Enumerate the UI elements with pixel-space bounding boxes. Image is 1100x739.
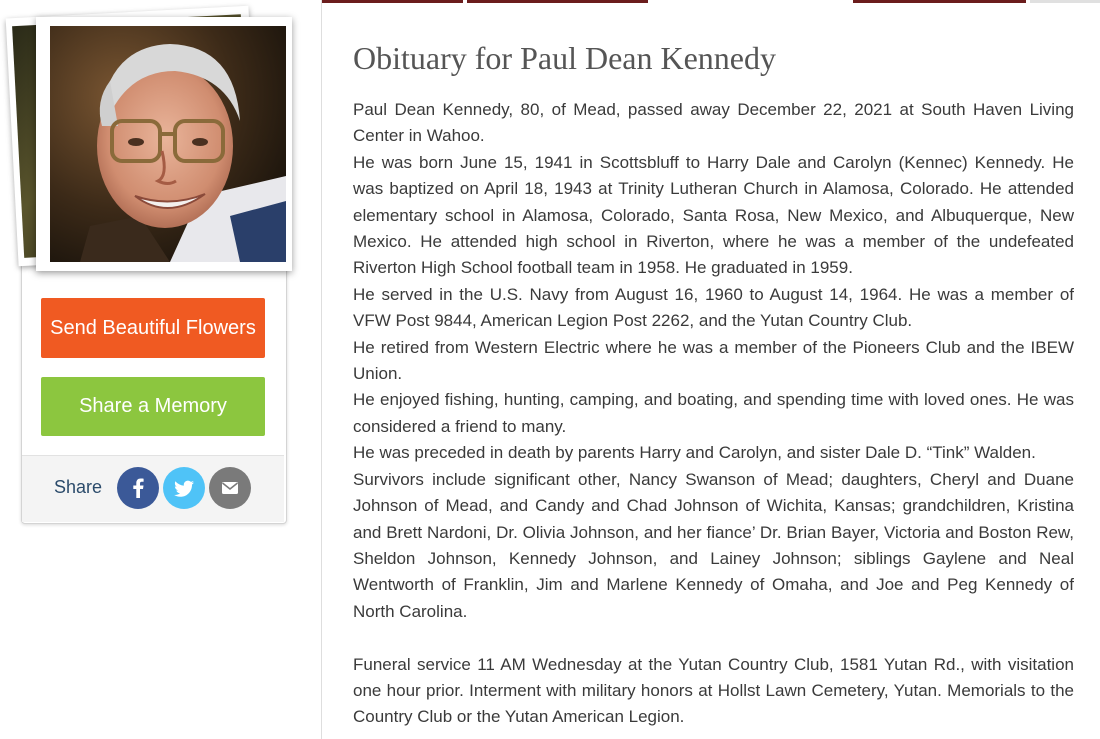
email-icon xyxy=(209,467,251,509)
nav-tab-3[interactable] xyxy=(853,0,1026,3)
twitter-icon xyxy=(163,467,205,509)
obituary-paragraph: He was preceded in death by parents Harry and Carolyn, and sister Dale D. “Tink” Walden. xyxy=(353,443,1036,463)
obituary-paragraph: Paul Dean Kennedy, 80, of Mead, passed away December 22, 2021 at South Haven Living Center in Wahoo. xyxy=(353,100,1074,146)
obituary-paragraph: Survivors include significant other, Nancy Swanson of Mead; daughters, Cheryl and Duane Johnson of Mead, and Candy and Chad Johnson of Wichita, Kansas; grandchildren, Kristina and Brett Nardoni, Dr. Olivia Johnson, and her fiance’ Dr. Brian Bayer, Victoria and Boston Rew, Sheldon Johnson, Kennedy Johnson, and Lainey Johnson; siblings Gaylene and Neal Wentworth of Franklin, Jim and Marlene Kennedy of Omaha, and Joe and Peg Kennedy of North Carolina. xyxy=(353,469,1074,621)
nav-tab-1[interactable] xyxy=(321,0,463,3)
share-memory-button[interactable]: Share a Memory xyxy=(41,377,265,436)
obituary-paragraph-funeral: Funeral service 11 AM Wednesday at the Yutan Country Club, 1581 Yutan Rd., with visitation one hour prior. Interment with military honors at Hollst Lawn Cemetery, Yutan. Memorials to the Country Club or the Yutan American Legion. xyxy=(353,654,1074,727)
column-divider xyxy=(321,0,322,739)
obituary-paragraph: He retired from Western Electric where he was a member of the Pioneers Club and the IBEW Union. xyxy=(353,337,1074,384)
send-flowers-button[interactable]: Send Beautiful Flowers xyxy=(41,298,265,358)
obituary-title: Obituary for Paul Dean Kennedy xyxy=(353,40,776,76)
share-label: Share xyxy=(54,477,103,497)
portrait-photo xyxy=(50,26,286,262)
obituary-paragraph: He was born June 15, 1941 in Scottsbluff to Harry Dale and Carolyn (Kennec) Kennedy. He was baptized on April 18, 1943 at Trinity Lutheran Church in Alamosa, Colorado. He attended elementary school in Alamosa, Colorado, Santa Rosa, New Mexico, and Albuquerque, New Mexico. He attended high school in Riverton, where he was a member of the undefeated Riverton High School football team in 1958. He graduated in 1959. xyxy=(353,152,1074,278)
facebook-share-button[interactable] xyxy=(117,467,159,509)
nav-tab-2[interactable] xyxy=(467,0,648,3)
nav-tab-4[interactable] xyxy=(1030,0,1100,3)
obituary-paragraph: He enjoyed fishing, hunting, camping, and boating, and spending time with loved ones. He was considered a friend to many. xyxy=(353,390,1074,436)
email-share-button[interactable] xyxy=(209,467,251,509)
portrait-frame xyxy=(36,17,292,271)
facebook-icon xyxy=(117,467,159,509)
obituary-paragraph: He served in the U.S. Navy from August 16, 1960 to August 14, 1964. He was a member of VFW Post 9844, American Legion Post 2262, and the Yutan Country Club. xyxy=(353,284,1074,331)
portrait-illustration xyxy=(50,26,286,262)
obituary-text xyxy=(353,97,1074,731)
twitter-share-button[interactable] xyxy=(163,467,205,509)
